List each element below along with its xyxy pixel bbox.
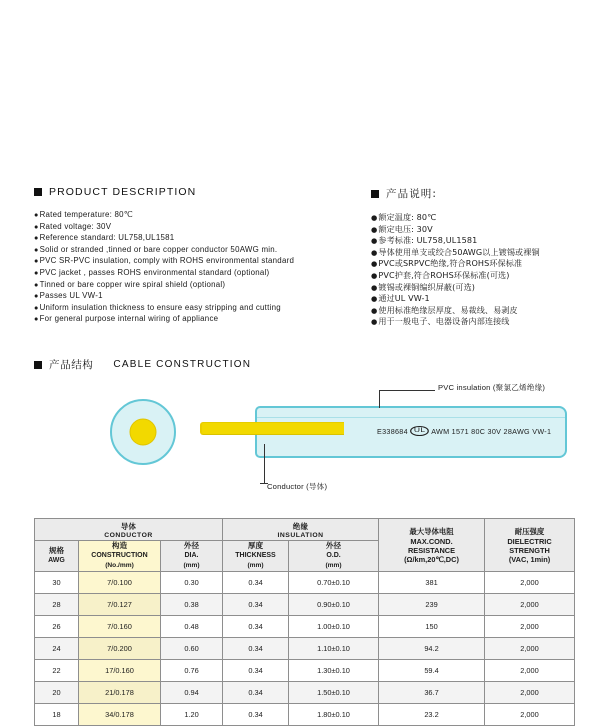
cell-od: 1.10±0.10: [289, 638, 379, 660]
header-group-insulation-cn: 绝缘: [292, 521, 309, 531]
description-list-en: [34, 209, 371, 325]
bullet-icon: ●: [34, 314, 39, 324]
cable-construction-heading: [34, 357, 251, 372]
cell-strength: 2,000: [485, 704, 575, 726]
list-item-label: 用于一般电子、电器设备内部连接线: [378, 316, 510, 327]
bullet-icon: ●: [371, 213, 378, 222]
list-item: [34, 255, 371, 267]
cell-resistance: 94.2: [379, 638, 485, 660]
header-group-insulation: [223, 519, 379, 541]
cell-od: 1.80±0.10: [289, 704, 379, 726]
list-item: [371, 247, 571, 259]
bullet-icon: ●: [371, 236, 378, 246]
leader-line-insulation-h: [379, 390, 435, 391]
bullet-icon: ●: [34, 279, 39, 289]
list-item: [371, 224, 571, 236]
header-thickness-unit: (mm): [247, 562, 264, 569]
cell-dia: 0.94: [161, 682, 223, 704]
list-item: [34, 232, 371, 244]
list-item-label: Reference standard: UL758,UL1581: [39, 233, 175, 243]
cable-construction-diagram: [34, 382, 574, 497]
list-item: [371, 235, 571, 247]
list-item-label: PVC或SRPVC绝缘,符合ROHS环保标准: [378, 258, 523, 269]
cell-thickness: 0.34: [223, 616, 289, 638]
list-item: [371, 282, 571, 294]
cell-od: 1.30±0.10: [289, 660, 379, 682]
cell-awg: 22: [35, 660, 79, 682]
ul-logo-icon: UL: [410, 426, 429, 436]
list-item-label: 额定温度: 80℃: [378, 212, 437, 222]
header-group-insulation-en: INSULATION: [277, 531, 324, 539]
header-thickness-cn: 厚度: [247, 541, 264, 550]
header-thickness: [223, 541, 289, 572]
list-item: [34, 302, 371, 314]
table-row: [35, 660, 575, 682]
cell-thickness: 0.34: [223, 704, 289, 726]
header-awg: [35, 541, 79, 572]
description-list-cn: [371, 212, 571, 328]
bullet-icon: ●: [34, 267, 39, 277]
cell-construction: 7/0.160: [79, 616, 161, 638]
heading-text-en: CABLE CONSTRUCTION: [113, 359, 252, 370]
description-column-english: [34, 186, 371, 344]
cell-thickness: 0.34: [223, 572, 289, 594]
bullet-icon: ●: [371, 270, 378, 280]
bullet-icon: ●: [34, 302, 39, 312]
cell-resistance: 150: [379, 616, 485, 638]
cell-thickness: 0.34: [223, 660, 289, 682]
header-resistance: [379, 519, 485, 572]
list-item: [34, 313, 371, 325]
cell-strength: 2,000: [485, 616, 575, 638]
header-resistance-en2: RESISTANCE: [407, 546, 456, 555]
list-item-label: 通过UL VW-1: [378, 293, 430, 304]
list-item-label: 导体使用单支或绞合50AWG以上镀锡或裸铜: [378, 246, 540, 257]
cross-section-insulation: [110, 399, 176, 465]
square-bullet-icon: [34, 188, 42, 196]
header-group-conductor-cn: 导体: [120, 521, 137, 531]
cell-construction: 7/0.100: [79, 572, 161, 594]
header-thickness-en: THICKNESS: [235, 552, 276, 559]
insulation-callout-label: PVC insulation (聚氯乙烯绝缘): [438, 383, 546, 392]
bullet-icon: ●: [371, 224, 378, 234]
list-item: [371, 270, 571, 282]
insulation-highlight-line: [257, 417, 565, 418]
side-view-conductor-inner: [262, 422, 344, 435]
heading-text-cn: 产品结构: [49, 359, 94, 371]
cell-dia: 0.38: [161, 594, 223, 616]
header-group-conductor: [35, 519, 223, 541]
header-construction: [79, 541, 161, 572]
cell-construction: 34/0.178: [79, 704, 161, 726]
table-row: [35, 682, 575, 704]
cell-dia: 1.20: [161, 704, 223, 726]
list-item-label: 使用标准绝缘层厚度、易裁线、易剥皮: [378, 304, 518, 315]
cell-dia: 0.48: [161, 616, 223, 638]
bullet-icon: ●: [371, 317, 378, 327]
list-item-label: 额定电压: 30V: [378, 223, 433, 234]
header-resistance-cn: 最大导体电阻: [409, 527, 454, 536]
cell-awg: 28: [35, 594, 79, 616]
header-awg-cn: 规格: [48, 546, 65, 555]
bullet-icon: ●: [34, 244, 39, 254]
table-row: [35, 704, 575, 726]
bullet-icon: ●: [34, 210, 39, 219]
table-row: [35, 572, 575, 594]
cell-resistance: 239: [379, 594, 485, 616]
list-item-label: Solid or stranded ,tinned or bare copper conductor 50AWG min.: [39, 244, 278, 254]
header-group-conductor-en: CONDUCTOR: [104, 531, 153, 539]
header-construction-en: CONSTRUCTION: [91, 552, 148, 559]
list-item: [34, 209, 371, 221]
header-construction-cn: 构造: [111, 541, 128, 550]
list-item: [34, 279, 371, 291]
table-row: [35, 616, 575, 638]
list-item-label: Rated temperature: 80℃: [39, 210, 133, 219]
header-awg-en: AWG: [48, 557, 65, 564]
bullet-icon: ●: [34, 291, 39, 301]
header-resistance-en1: MAX.COND.: [410, 537, 453, 546]
bullet-icon: ●: [371, 294, 378, 304]
leader-line-conductor-up: [264, 444, 265, 477]
square-bullet-icon: [371, 190, 379, 198]
cell-od: 1.50±0.10: [289, 682, 379, 704]
cell-dia: 0.30: [161, 572, 223, 594]
bullet-icon: ●: [371, 282, 378, 292]
cell-dia: 0.60: [161, 638, 223, 660]
bullet-icon: ●: [371, 259, 378, 269]
table-row: [35, 594, 575, 616]
cell-construction: 7/0.200: [79, 638, 161, 660]
list-item-label: Rated voltage: 30V: [39, 221, 112, 231]
header-outer-diameter: [289, 541, 379, 572]
cell-strength: 2,000: [485, 594, 575, 616]
list-item: [371, 305, 571, 317]
header-dia-en: DIA.: [184, 552, 199, 559]
bullet-icon: ●: [34, 233, 39, 243]
cell-od: 1.00±0.10: [289, 616, 379, 638]
cell-strength: 2,000: [485, 572, 575, 594]
bullet-icon: ●: [34, 256, 39, 266]
header-conductor-dia: [161, 541, 223, 572]
product-description-heading-cn: [371, 186, 571, 201]
cell-resistance: 36.7: [379, 682, 485, 704]
table-body: [35, 572, 575, 726]
list-item: [34, 221, 371, 233]
heading-text: PRODUCT DESCRIPTION: [49, 186, 197, 198]
cell-strength: 2,000: [485, 638, 575, 660]
cell-construction: 17/0.160: [79, 660, 161, 682]
list-item: [34, 290, 371, 302]
list-item: [371, 293, 571, 305]
cell-resistance: 381: [379, 572, 485, 594]
file-number-label: E338684: [377, 426, 408, 436]
cell-awg: 30: [35, 572, 79, 594]
table-header-group-row: [35, 519, 575, 541]
list-item: [371, 316, 571, 328]
header-strength-en1: DIELECTRIC: [507, 537, 552, 546]
cell-thickness: 0.34: [223, 682, 289, 704]
cell-strength: 2,000: [485, 682, 575, 704]
cell-od: 0.90±0.10: [289, 594, 379, 616]
cell-construction: 21/0.178: [79, 682, 161, 704]
header-dielectric-strength: [485, 519, 575, 572]
list-item-label: PVC SR-PVC insulation, comply with ROHS environmental standard: [39, 256, 295, 266]
table-row: [35, 638, 575, 660]
bullet-icon: ●: [371, 247, 378, 257]
cell-thickness: 0.34: [223, 594, 289, 616]
cell-resistance: 23.2: [379, 704, 485, 726]
list-item: [371, 212, 571, 224]
product-description-heading-en: [34, 186, 371, 198]
specification-table: [34, 518, 575, 726]
cell-awg: 18: [35, 704, 79, 726]
header-resistance-unit: (Ω/km,20℃,DC): [404, 555, 459, 564]
cross-section-conductor: [130, 419, 157, 446]
cell-dia: 0.76: [161, 660, 223, 682]
cable-print-legend: [377, 426, 551, 436]
list-item-label: Passes UL VW-1: [39, 291, 103, 301]
heading-text: 产品说明:: [386, 188, 438, 200]
list-item-label: 参考标准: UL758,UL1581: [378, 235, 478, 246]
list-item-label: For general purpose internal wiring of appliance: [39, 314, 219, 324]
list-item-label: Uniform insulation thickness to ensure easy stripping and cutting: [39, 302, 281, 312]
header-dia-unit: (mm): [183, 562, 200, 569]
header-strength-en2: STRENGTH: [509, 546, 550, 555]
list-item-label: PVC护套,符合ROHS环保标准(可选): [378, 269, 510, 280]
cell-strength: 2,000: [485, 660, 575, 682]
cell-awg: 24: [35, 638, 79, 660]
cell-od: 0.70±0.10: [289, 572, 379, 594]
bullet-icon: ●: [371, 305, 378, 315]
header-strength-cn: 耐压强度: [514, 527, 545, 536]
header-od-unit: (mm): [325, 562, 342, 569]
print-spec-label: AWM 1571 80C 30V 28AWG VW-1: [431, 426, 552, 436]
header-construction-unit: (No./mm): [105, 562, 134, 569]
header-strength-unit: (VAC, 1min): [508, 555, 551, 564]
list-item-label: 镀锡或裸铜编织屏蔽(可选): [378, 281, 476, 292]
product-description-section: [34, 186, 574, 344]
square-bullet-icon: [34, 361, 42, 369]
header-od-en: O.D.: [326, 552, 341, 559]
list-item: [34, 244, 371, 256]
cell-construction: 7/0.127: [79, 594, 161, 616]
list-item: [34, 267, 371, 279]
list-item: [371, 258, 571, 270]
header-od-cn: 外径: [325, 541, 342, 550]
description-column-chinese: [371, 186, 571, 344]
list-item-label: PVC jacket , passes ROHS environmental standard (optional): [39, 267, 270, 277]
cell-awg: 26: [35, 616, 79, 638]
cell-resistance: 59.4: [379, 660, 485, 682]
leader-line-insulation-v: [379, 390, 380, 408]
list-item-label: Tinned or bare copper wire spiral shield (optional): [39, 279, 226, 289]
header-dia-cn: 外径: [183, 541, 200, 550]
conductor-callout-label: Conductor (导体): [267, 482, 328, 491]
cell-awg: 20: [35, 682, 79, 704]
cell-thickness: 0.34: [223, 638, 289, 660]
bullet-icon: ●: [34, 221, 39, 231]
